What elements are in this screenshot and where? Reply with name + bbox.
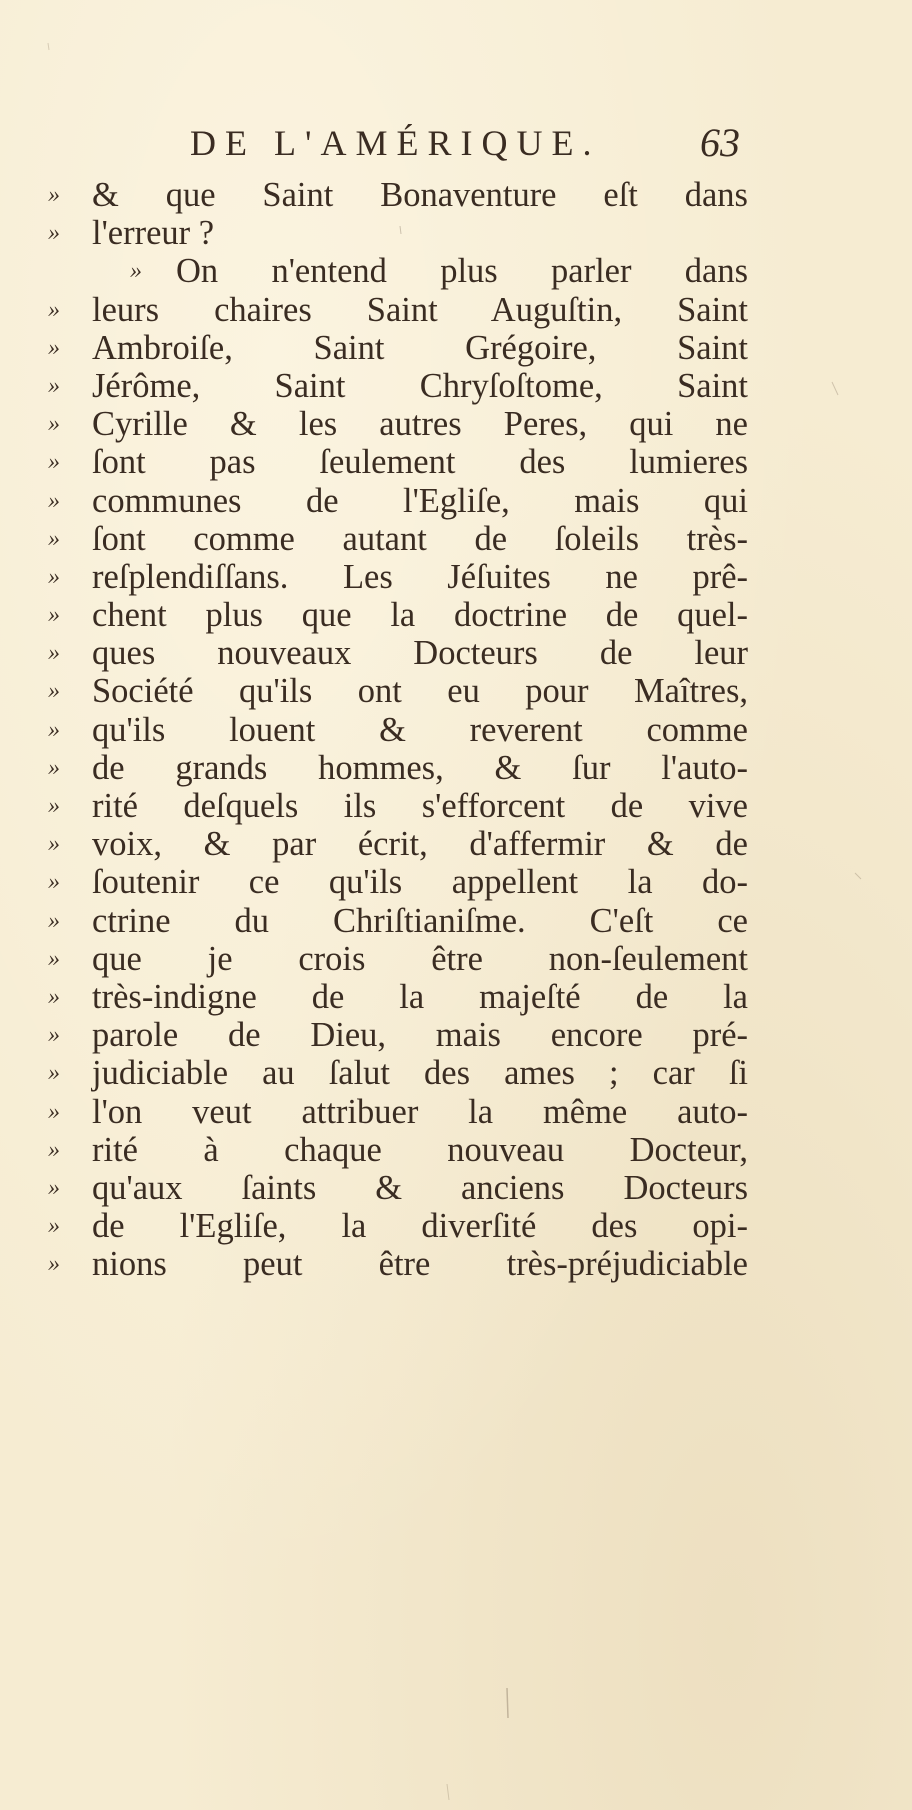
line-text: & que Saint Bonaventure eſt dans — [92, 176, 748, 214]
body-text — [48, 176, 748, 1283]
text-line — [48, 749, 748, 787]
text-line — [48, 1207, 748, 1245]
paper-speck — [447, 1784, 449, 1800]
quote-mark: » — [48, 411, 60, 438]
quote-mark: » — [48, 1136, 60, 1163]
text-line — [48, 1016, 748, 1054]
quote-mark: » — [48, 831, 60, 858]
line-text: ctrine du Chriſtianiſme. C'eſt ce — [92, 901, 748, 940]
quote-mark: » — [48, 334, 60, 361]
line-text: rité deſquels ils s'efforcent de vive — [92, 787, 748, 825]
line-text: de l'Egliſe, la diverſité des opi- — [92, 1207, 748, 1246]
line-text: judiciable au ſalut des ames ; car ſi — [92, 1054, 748, 1093]
quote-mark: » — [48, 945, 60, 972]
text-line — [48, 672, 748, 710]
text-line — [48, 863, 748, 901]
line-text: ſont comme autant de ſoleils très- — [92, 519, 748, 558]
quote-mark: » — [48, 983, 60, 1010]
line-text: Jérôme, Saint Chryſoſtome, Saint — [92, 366, 748, 405]
quote-mark: » — [48, 869, 60, 896]
line-text: ſoutenir ce qu'ils appellent la do- — [92, 863, 748, 902]
line-text: voix, & par écrit, d'affermir & de — [92, 825, 748, 864]
line-text: ſont pas ſeulement des lumieres — [92, 443, 748, 482]
line-text: Société qu'ils ont eu pour Maîtres, — [92, 672, 748, 711]
line-text: l'erreur ? — [92, 214, 215, 253]
quote-mark: » — [48, 793, 60, 819]
quote-mark: » — [48, 1213, 60, 1240]
text-line — [48, 176, 748, 214]
line-text: que je crois être non-ſeulement — [92, 939, 748, 978]
quote-mark: » — [48, 220, 60, 247]
quote-mark: » — [48, 1022, 60, 1049]
quote-mark: » — [48, 487, 60, 514]
line-text: ques nouveaux Docteurs de leur — [92, 634, 748, 673]
text-line — [48, 825, 748, 863]
text-line — [48, 1054, 748, 1092]
text-line — [48, 978, 748, 1016]
text-line — [48, 902, 748, 940]
line-text: rité à chaque nouveau Docteur, — [92, 1130, 748, 1169]
quote-mark: » — [48, 1060, 60, 1087]
line-text: de grands hommes, & ſur l'auto- — [92, 748, 748, 787]
text-line — [48, 520, 748, 558]
paper-speck — [855, 873, 861, 879]
running-title: DE L'AMÉRIQUE. — [190, 123, 601, 163]
quote-mark: » — [48, 372, 60, 399]
quote-mark: » — [48, 525, 60, 552]
quote-mark: » — [48, 1251, 60, 1278]
running-head — [50, 118, 740, 168]
quote-mark: » — [48, 296, 60, 323]
quote-mark: » — [48, 716, 60, 743]
text-line — [48, 291, 748, 329]
line-text: leurs chaires Saint Auguſtin, Saint — [92, 290, 748, 329]
text-line — [48, 787, 748, 825]
text-line — [48, 1169, 748, 1207]
line-text: chent plus que la doctrine de quel- — [92, 596, 748, 635]
text-line — [48, 596, 748, 634]
line-text: communes de l'Egliſe, mais qui — [92, 481, 748, 520]
line-text: parole de Dieu, mais encore pré- — [92, 1016, 748, 1055]
text-line — [48, 329, 748, 367]
text-line — [48, 367, 748, 405]
quote-mark: » — [48, 1174, 60, 1201]
text-line — [48, 443, 748, 481]
line-text: reſplendiſſans. Les Jéſuites ne prê- — [92, 557, 748, 596]
quote-mark: » — [130, 258, 142, 285]
text-line — [48, 940, 748, 978]
line-text: Ambroiſe, Saint Grégoire, Saint — [92, 328, 748, 367]
line-text: l'on veut attribuer la même auto- — [92, 1092, 748, 1131]
quote-mark: » — [48, 602, 60, 629]
quote-mark: » — [48, 1098, 60, 1125]
quote-mark: » — [48, 640, 60, 667]
text-line — [48, 252, 748, 290]
text-line — [48, 711, 748, 749]
text-line — [48, 1093, 748, 1131]
quote-mark: » — [48, 907, 60, 934]
quote-mark: » — [48, 678, 60, 705]
quote-mark: » — [48, 449, 60, 476]
quote-mark: » — [48, 182, 60, 208]
text-line — [48, 482, 748, 520]
text-line — [48, 558, 748, 596]
line-text: nions peut être très-préjudiciable — [92, 1245, 748, 1284]
text-line — [48, 214, 748, 252]
text-line — [48, 1245, 748, 1283]
line-text: très-indigne de la majeſté de la — [92, 977, 748, 1016]
quote-mark: » — [48, 754, 60, 781]
page-number: 63 — [700, 120, 740, 165]
line-text: Cyrille & les autres Peres, qui ne — [92, 405, 748, 444]
text-line — [48, 1131, 748, 1169]
quote-mark: » — [48, 563, 60, 590]
text-line — [48, 634, 748, 672]
line-text: qu'ils louent & reverent comme — [92, 710, 748, 749]
paper-speck — [48, 43, 49, 50]
line-text: On n'entend plus parler dans — [176, 252, 748, 291]
line-text: qu'aux ſaints & anciens Docteurs — [92, 1168, 748, 1207]
paper-speck — [832, 382, 838, 395]
text-line — [48, 405, 748, 443]
paper-speck — [507, 1688, 508, 1718]
